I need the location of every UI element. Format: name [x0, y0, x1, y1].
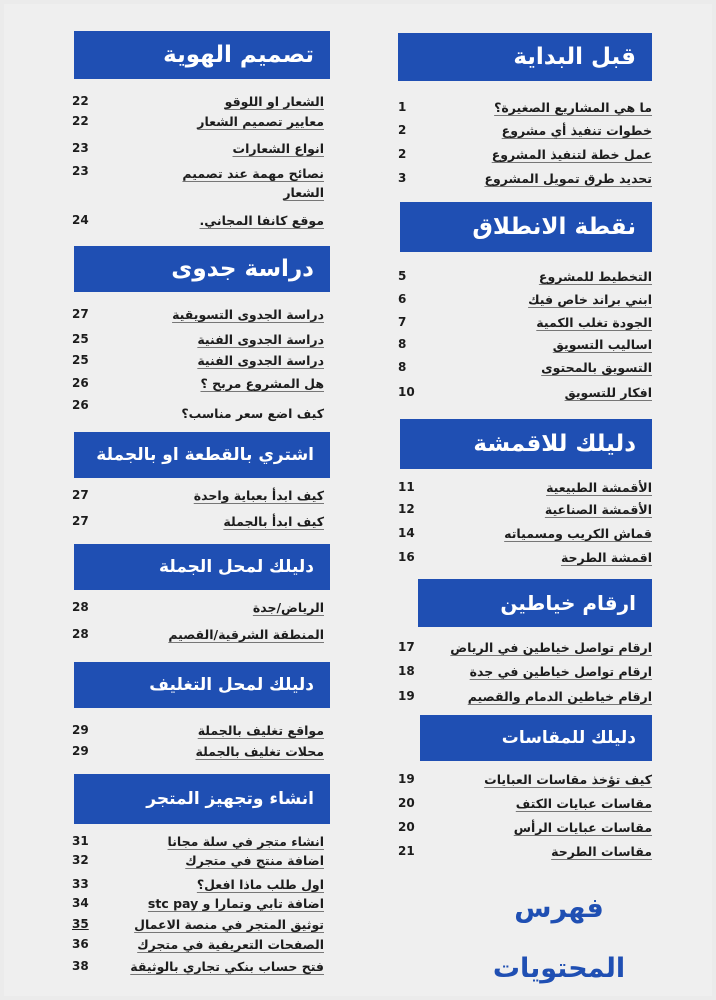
item-title: انشاء متجر في سلة مجانا [167, 834, 324, 849]
item-title: اقمشة الطرحة [560, 550, 652, 565]
item-title: مواقع تغليف بالجملة [197, 723, 324, 738]
item-title: عمل خطة لتنفيذ المشروع [491, 147, 652, 162]
list-item[interactable] [398, 502, 652, 522]
page-number: 8 [398, 337, 407, 351]
item-title: تحديد طرق تمويل المشروع [484, 171, 652, 186]
list-item[interactable] [72, 376, 324, 396]
page-number: 29 [72, 723, 89, 737]
list-item[interactable] [72, 332, 324, 352]
list-item[interactable] [72, 959, 324, 979]
list-item[interactable] [398, 337, 652, 357]
item-title: دراسة الجدوى الفنية [197, 353, 324, 368]
item-title: الأقمشة الطبيعية [546, 480, 652, 495]
list-item[interactable] [72, 398, 324, 424]
list-item[interactable] [398, 480, 652, 500]
page-number: 3 [398, 171, 407, 185]
item-title: معايير تصميم الشعار [197, 114, 324, 129]
item-title: ابني براند خاص فيك [528, 292, 652, 307]
list-item[interactable] [72, 877, 324, 897]
page-number: 27 [72, 514, 89, 528]
list-item[interactable] [398, 820, 652, 840]
list-item[interactable] [72, 114, 324, 134]
page-number: 11 [398, 480, 415, 494]
item-title: اضافة منتج في متجرك [185, 853, 324, 868]
item-title: الرياض/جدة [252, 600, 324, 615]
page-number: 18 [398, 664, 415, 678]
list-item[interactable] [72, 600, 324, 620]
list-item[interactable] [72, 488, 324, 508]
item-title: خطوات تنفيذ أي مشروع [501, 123, 652, 138]
list-item[interactable] [398, 315, 652, 335]
page-number: 24 [72, 213, 89, 227]
page-number: 31 [72, 834, 89, 848]
section-heading: اشتري بالقطعة او بالجملة [74, 432, 330, 478]
item-title: نصائح مهمة عند تصميم الشعار [182, 166, 324, 200]
item-title: كيف ابدأ بعباية واحدة [193, 488, 324, 503]
list-item[interactable] [72, 896, 324, 916]
item-title: هل المشروع مربح ؟ [200, 376, 324, 391]
item-title: اساليب التسويق [552, 337, 652, 352]
page-number: 25 [72, 353, 89, 367]
list-item[interactable] [398, 796, 652, 816]
page-number: 12 [398, 502, 415, 516]
item-title: الجودة تغلب الكمية [536, 315, 652, 330]
list-item[interactable] [72, 937, 324, 957]
list-item[interactable] [72, 917, 324, 937]
list-item[interactable] [72, 141, 324, 161]
item-title: مقاسات عبايات الرأس [513, 820, 652, 835]
page-number: 25 [72, 332, 89, 346]
item-title: ارقام خياطين الدمام والقصيم [467, 689, 652, 704]
list-item[interactable] [72, 164, 324, 204]
section-heading: دليلك لمحل التغليف [74, 662, 330, 708]
list-item[interactable] [72, 514, 324, 534]
section-heading: تصميم الهوية [74, 31, 330, 79]
section-heading: انشاء وتجهيز المتجر [74, 774, 330, 824]
page-number: 38 [72, 959, 89, 973]
index-title [484, 879, 634, 999]
list-item[interactable] [72, 307, 324, 327]
page-number: 22 [72, 114, 89, 128]
list-item[interactable] [398, 640, 652, 660]
item-title: افكار للتسويق [564, 385, 652, 400]
page-number: 5 [398, 269, 407, 283]
page-number: 22 [72, 94, 89, 108]
item-title: مقاسات عبايات الكتف [515, 796, 652, 811]
item-title: كيف اضع سعر مناسب؟ [181, 406, 324, 421]
item-title: انواع الشعارات [232, 141, 324, 156]
page-number: 27 [72, 488, 89, 502]
section-heading: قبل البداية [398, 33, 652, 81]
page-number: 26 [72, 376, 89, 390]
section-heading: دليلك للاقمشة [400, 419, 652, 469]
page-number: 6 [398, 292, 407, 306]
list-item[interactable] [398, 550, 652, 570]
list-item[interactable] [72, 853, 324, 873]
page-number: 34 [72, 896, 89, 910]
list-item[interactable] [398, 689, 652, 709]
item-title: موقع كانفا المجاني. [199, 213, 324, 228]
page-number: 10 [398, 385, 415, 399]
item-title: الأقمشة الصناعية [544, 502, 652, 517]
page-number: 21 [398, 844, 415, 858]
item-title: دراسة الجدوى التسويقية [172, 307, 324, 322]
index-title-line1: فهرس [514, 893, 604, 924]
list-item[interactable] [398, 123, 652, 143]
item-title: اضافة تابي وتمارا و stc pay [147, 896, 324, 911]
index-title-line2: المحتويات [492, 953, 626, 984]
page-number: 33 [72, 877, 89, 891]
list-item[interactable] [398, 526, 652, 546]
page-number: 36 [72, 937, 89, 951]
page-number: 32 [72, 853, 89, 867]
section-heading: نقطة الانطلاق [400, 202, 652, 252]
list-item[interactable] [398, 147, 652, 167]
item-title: مقاسات الطرحة [551, 844, 652, 859]
list-item[interactable] [72, 834, 324, 854]
item-title: ارقام تواصل خياطين في الرياض [450, 640, 652, 655]
item-title: قماش الكريب ومسمياته [504, 526, 652, 541]
page-number: 1 [398, 100, 407, 114]
item-title: الشعار او اللوقو [224, 94, 324, 109]
page-number: 16 [398, 550, 415, 564]
list-item[interactable] [398, 844, 652, 864]
table-of-contents-page [4, 4, 712, 996]
list-item[interactable] [72, 723, 324, 743]
list-item[interactable] [398, 100, 652, 120]
page-number: 28 [72, 627, 89, 641]
section-heading: ارقام خياطين [418, 579, 652, 627]
list-item[interactable] [72, 744, 324, 764]
page-number: 29 [72, 744, 89, 758]
section-heading: دليلك للمقاسات [420, 715, 652, 761]
item-title: التخطيط للمشروع [538, 269, 652, 284]
page-number: 35 [72, 917, 89, 931]
page-number: 7 [398, 315, 407, 329]
item-title: الصفحات التعريفية في متجرك [137, 937, 324, 952]
item-title: دراسة الجدوى الفنية [197, 332, 324, 347]
list-item[interactable] [398, 292, 652, 312]
section-heading: دليلك لمحل الجملة [74, 544, 330, 590]
page-number: 20 [398, 796, 415, 810]
page-number: 26 [72, 398, 89, 412]
list-item[interactable] [398, 772, 652, 792]
item-title: اول طلب ماذا افعل؟ [196, 877, 324, 892]
item-title: ارقام تواصل خياطين في جدة [469, 664, 652, 679]
page-number: 2 [398, 123, 407, 137]
list-item[interactable] [398, 269, 652, 289]
list-item[interactable] [398, 360, 652, 380]
section-heading: دراسة جدوى [74, 246, 330, 292]
item-title: ما هي المشاريع الصغيرة؟ [494, 100, 652, 115]
item-title: التسويق بالمحتوى [541, 360, 652, 375]
page-number: 14 [398, 526, 415, 540]
item-title: توثيق المتجر في منصة الاعمال [134, 917, 324, 932]
list-item[interactable] [72, 353, 324, 373]
page-number: 17 [398, 640, 415, 654]
page-number: 23 [72, 164, 89, 178]
page-number: 8 [398, 360, 407, 374]
item-title: محلات تغليف بالجملة [195, 744, 324, 759]
list-item[interactable] [72, 213, 324, 233]
list-item[interactable] [72, 94, 324, 114]
list-item[interactable] [398, 385, 652, 405]
page-number: 20 [398, 820, 415, 834]
list-item[interactable] [72, 627, 324, 647]
item-title: المنطقة الشرقية/القصيم [168, 627, 324, 642]
page-number: 2 [398, 147, 407, 161]
list-item[interactable] [398, 171, 652, 191]
list-item[interactable] [398, 664, 652, 684]
item-title: كيف تؤخذ مقاسات العبايات [484, 772, 652, 787]
page-number: 28 [72, 600, 89, 614]
page-number: 27 [72, 307, 89, 321]
page-number: 23 [72, 141, 89, 155]
item-title: فتح حساب بنكي تجاري بالوثيقة [130, 959, 324, 974]
page-number: 19 [398, 689, 415, 703]
item-title: كيف ابدأ بالجملة [223, 514, 324, 529]
page-number: 19 [398, 772, 415, 786]
